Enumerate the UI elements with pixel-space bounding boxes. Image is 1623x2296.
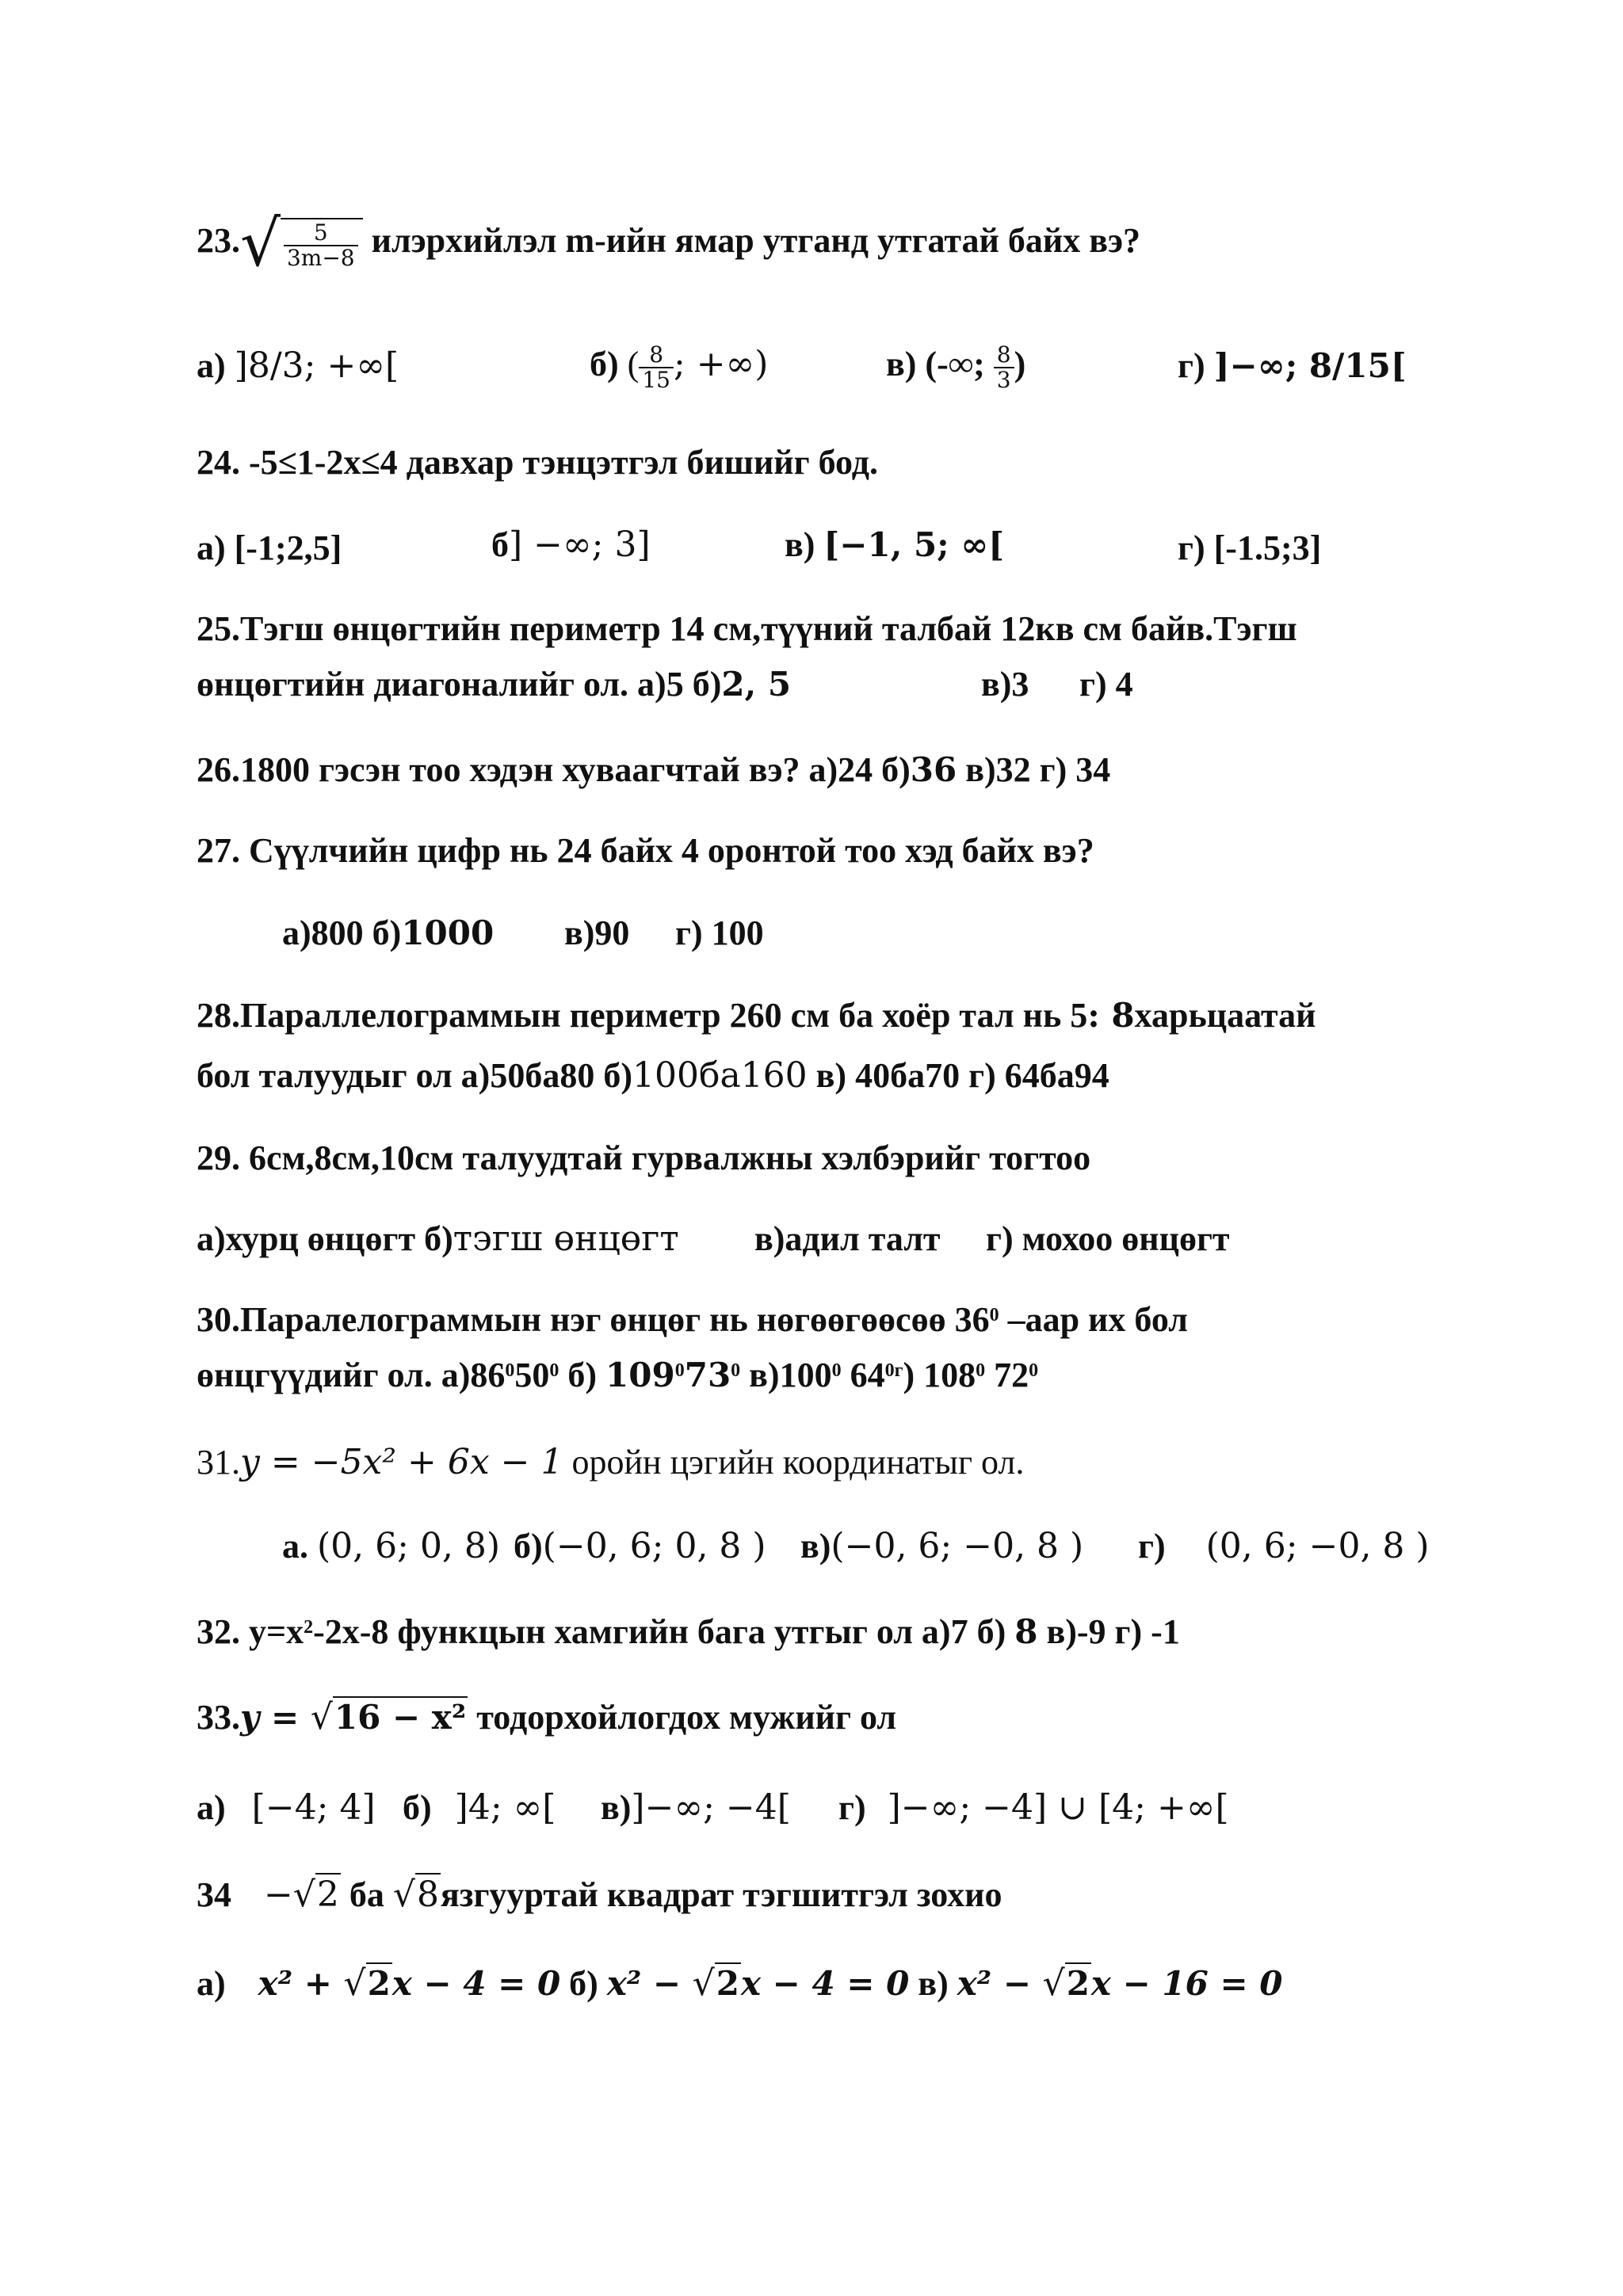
q29-options-ab: а)хурц өнцөгт б)тэгш өнцөгт bbox=[197, 1219, 679, 1259]
q34-options: а) x² + √2x − 4 = 0 б) x² − √2x − 4 = 0 в) x² − √2x − 16 = 0 bbox=[197, 1963, 1283, 2004]
q30-line2: өнцгүүдийг ол. $а)86^050^0$ б) $109^073^0$ $в)100^0$ $64^{0г}$) $108^0$ $72^0$ bbox=[197, 1356, 1039, 1394]
q33-option-b: б) ]4; ∞[ bbox=[403, 1787, 556, 1828]
q27-question: 27. Сүүлчийн цифр нь 24 байх 4 оронтой тоо хэд байх вэ? bbox=[197, 831, 1094, 870]
q31-option-v: в)(−0, 6; −0, 8 ) bbox=[800, 1526, 1084, 1566]
q23-number: 23. bbox=[197, 221, 240, 260]
q24-option-g: г) [-1.5;3] bbox=[1178, 528, 1322, 567]
q24-question: 24. -5≤1-2x≤4 давхар тэнцэтгэл бишийг бод. bbox=[197, 443, 879, 482]
q25-line1: 25.Тэгш өнцөгтийн периметр 14 см,түүний талбай 12кв см байв.Тэгш bbox=[197, 609, 1297, 648]
q29-question: 29. 6см,8см,10см талуудтай гурвалжны хэлбэрийг тогтоо bbox=[197, 1138, 1091, 1177]
q33-option-g: г) ]−∞; −4] ∪ [4; +∞[ bbox=[838, 1787, 1229, 1828]
q23-fraction: $\frac{5}{3m-8}$ bbox=[284, 221, 358, 270]
q26-line: 26.1800 гэсэн тоо хэдэн хуваагчтай вэ? а)24 б)36 в)32 г) 34 bbox=[197, 750, 1111, 789]
q34-question: 34 −√2 ба √8язгууртай квадрат тэгшитгэл зохио bbox=[197, 1875, 1002, 1915]
radical-sign-icon: √ bbox=[310, 1697, 333, 1737]
q24-option-b: б] −∞; 3] bbox=[491, 524, 651, 565]
q27-options-ab: а)800 б)1000 bbox=[282, 913, 495, 952]
q24-option-v: в) [−1, 5; ∞[ bbox=[785, 525, 1005, 564]
q23-option-a: а) ]8/3; +∞[ bbox=[197, 345, 399, 386]
radical-sign-icon: √ bbox=[392, 1875, 415, 1915]
q31-option-b: б)(−0, 6; 0, 8 ) bbox=[514, 1526, 766, 1566]
q28-line1: 28.Параллелограммын периметр 260 см ба хоёр тал нь 5: 8харьцаатай bbox=[197, 996, 1316, 1035]
radical-sign-icon: √ bbox=[292, 1875, 315, 1915]
q29-option-v: в)адил талт bbox=[754, 1219, 941, 1258]
q33-option-v: в)]−∞; −4[ bbox=[601, 1787, 791, 1828]
q31-question: 31.y = −5x² + 6x − 1 оройн цэгийн координатыг ол. bbox=[197, 1442, 1025, 1482]
q23-option-g: г) ]−∞; 8/15[ bbox=[1178, 346, 1407, 385]
q33-option-a: а) [−4; 4] bbox=[197, 1787, 376, 1828]
q23-option-b: б) ( $\frac{8}{15}$ ; +∞) bbox=[590, 341, 769, 393]
q32-line: 32. $y=x^2-2x-8$ функцын хамгийн бага утгыг ол а)7 б) 8 в)-9 г) -1 bbox=[197, 1612, 1180, 1651]
q28-line2: бол талуудыг ол а)50ба80 б)100ба160 в) 40ба70 г) 64ба94 bbox=[197, 1055, 1109, 1096]
q25-line2: өнцөгтийн диагоналийг ол. а)5 б)2, 5 bbox=[197, 665, 792, 704]
q31-option-g: г) (0, 6; −0, 8 ) bbox=[1138, 1526, 1430, 1566]
q27-option-v: в)90 bbox=[564, 913, 630, 952]
q23-text: илэрхийлэл m-ийн ямар утганд утгатай байх вэ? bbox=[362, 221, 1141, 260]
q25-option-v: в)3 bbox=[981, 665, 1029, 704]
q25-option-g: г) 4 bbox=[1079, 665, 1133, 704]
radical-sign-icon: √ bbox=[240, 206, 281, 280]
q33-question: 33.y = √16 − x² тодорхойлогдох мужийг ол bbox=[197, 1697, 897, 1737]
q23-line bbox=[197, 206, 1141, 280]
q23-option-v: в) (-∞; $\frac{8}{3}$ ) bbox=[886, 341, 1026, 393]
q23-sqrt bbox=[240, 206, 363, 280]
q29-option-g: г) мохоо өнцөгт bbox=[986, 1219, 1230, 1258]
q24-option-a: а) [-1;2,5] bbox=[197, 528, 342, 567]
q31-option-a: а. (0, 6; 0, 8) bbox=[282, 1526, 501, 1566]
q27-option-g: г) 100 bbox=[675, 913, 764, 952]
q30-line1: 30.Паралелограммын нэг өнцөг нь нөгөөгөөсөө $36^0$ –аар их бол bbox=[197, 1300, 1188, 1339]
